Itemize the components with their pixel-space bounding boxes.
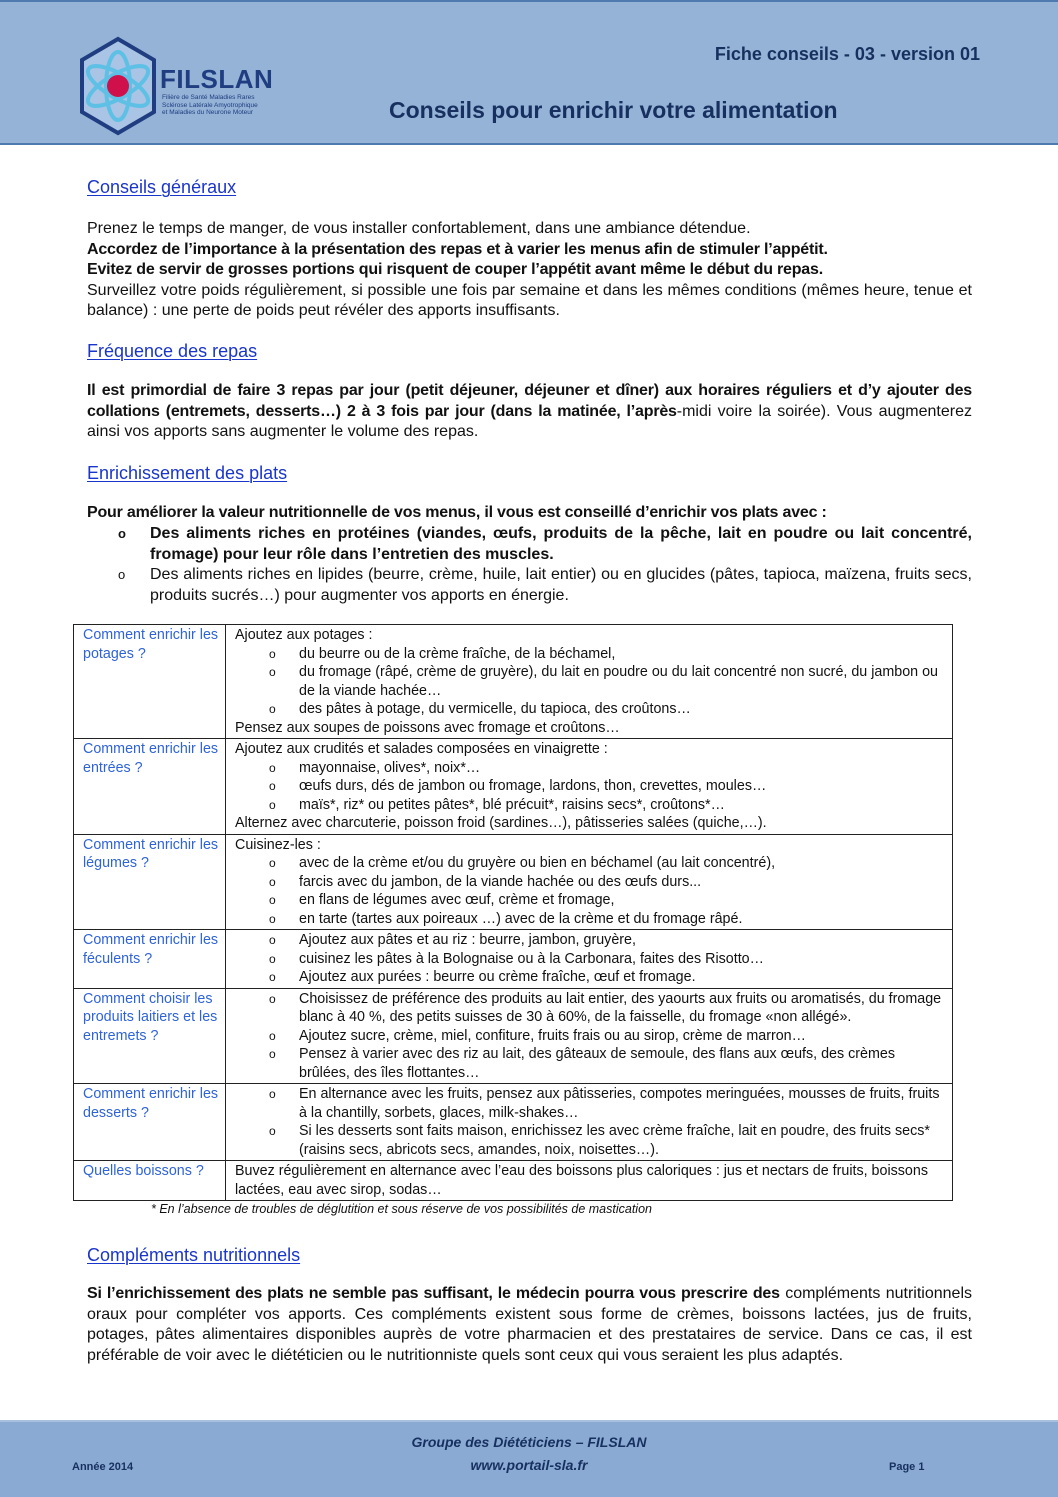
table-answer bbox=[226, 739, 953, 835]
bullet-circle-icon: o bbox=[269, 797, 276, 812]
table-question: Comment enrichir les légumes ? bbox=[74, 834, 226, 930]
general-line: Surveillez votre poids régulièrement, si possible une fois par semaine et dans les mêmes conditions (mêmes heure, tenue et balance) : une perte de poids peut révéler des apports insuffisants. bbox=[87, 281, 972, 319]
list-item bbox=[235, 663, 948, 700]
table-question: Comment enrichir les féculents ? bbox=[74, 930, 226, 989]
bullet-circle-icon: o bbox=[269, 702, 276, 716]
logo-name: FILSLAN bbox=[160, 64, 274, 94]
general-paragraph bbox=[87, 219, 972, 322]
list-item-text: Ajoutez sucre, crème, miel, confiture, fruits frais ou au sirop, crème de marron… bbox=[299, 1027, 806, 1044]
list-item bbox=[235, 777, 948, 796]
list-item bbox=[235, 910, 948, 929]
bullet-circle-icon: o bbox=[269, 911, 276, 926]
bullet-circle-icon: o bbox=[269, 1124, 276, 1138]
list-item-text: maïs*, riz* ou petites pâtes*, blé précuit*, raisins secs*, croûtons*… bbox=[299, 796, 725, 813]
page-footer bbox=[0, 1420, 1058, 1497]
list-item bbox=[235, 931, 948, 950]
list-item-text: des pâtes à potage, du vermicelle, du tapioca, des croûtons… bbox=[299, 701, 691, 717]
bullet-circle-icon: o bbox=[269, 951, 276, 966]
bullet-circle-icon: o bbox=[269, 933, 276, 947]
bullet-circle-icon: o bbox=[269, 1028, 276, 1043]
logo-subtitle-line: Filière de Santé Maladies Rares bbox=[162, 94, 255, 101]
logo-subtitle-line: et Maladies du Neurone Moteur bbox=[162, 109, 254, 116]
bullet-circle-icon: o bbox=[118, 567, 126, 582]
list-item bbox=[87, 565, 972, 606]
list-item-text: Si les desserts sont faits maison, enrichissez les avec crème fraîche, lait en poudre, des fruits secs* (raisins secs, abricots secs, amandes, noix, noisettes…). bbox=[299, 1123, 930, 1158]
section-title-frequence: Fréquence des repas bbox=[87, 341, 258, 361]
bullet-circle-icon: o bbox=[269, 1087, 276, 1101]
list-item bbox=[235, 950, 948, 969]
general-line: Accordez de l’importance à la présentation des repas et à varier les menus afin de stimuler l’appétit. bbox=[87, 240, 828, 258]
footer-page-number: Page 1 bbox=[889, 1461, 925, 1473]
section-title-enrichissement: Enrichissement des plats bbox=[87, 463, 288, 483]
frequence-text-bold: Il est primordial de faire 3 repas par jour (petit déjeuner, déjeuner et dîner) aux horaires réguliers et d’y ajouter des collations (entremets, desserts…) 2 à 3 fois par jour (dans la matinée, l’après bbox=[87, 382, 972, 420]
list-item bbox=[235, 968, 948, 987]
table-footnote: * En l’absence de troubles de déglutition et sous réserve de vos possibilités de mastication bbox=[151, 1202, 652, 1216]
answer-outro: Pensez aux soupes de poissons avec fromage et croûtons… bbox=[235, 719, 620, 736]
general-line: Prenez le temps de manger, de vous installer confortablement, dans une ambiance détendue. bbox=[87, 220, 751, 237]
list-item-text: du beurre ou de la crème fraîche, de la béchamel, bbox=[299, 645, 616, 662]
list-item-text: farcis avec du jambon, de la viande hachée ou des œufs durs... bbox=[299, 873, 702, 890]
table-question: Quelles boissons ? bbox=[74, 1161, 226, 1201]
bullet-circle-icon: o bbox=[118, 526, 126, 541]
list-item bbox=[235, 759, 948, 778]
list-item-text: en flans de légumes avec œuf, crème et fromage, bbox=[299, 892, 615, 908]
bullet-circle-icon: o bbox=[269, 760, 276, 775]
atom-hexagon-logo-icon bbox=[78, 36, 158, 136]
table-row bbox=[74, 1161, 953, 1201]
table-answer bbox=[226, 930, 953, 989]
table-answer bbox=[226, 988, 953, 1084]
enrichment-tips-table bbox=[73, 624, 953, 1201]
list-item bbox=[235, 700, 948, 719]
list-item bbox=[235, 854, 948, 873]
section-title-complements: Compléments nutritionnels bbox=[87, 1245, 301, 1265]
list-item-text: avec de la crème et/ou du gruyère ou bien en béchamel (au lait concentré), bbox=[299, 855, 776, 871]
list-item bbox=[87, 524, 972, 565]
list-item-text: En alternance avec les fruits, pensez aux pâtisseries, compotes meringuées, mousses de fruits, fruits à la chantilly, sorbets, glaces, milk-shakes… bbox=[299, 1086, 940, 1121]
enrichissement-list bbox=[87, 524, 972, 606]
list-item bbox=[235, 1085, 948, 1122]
table-question: Comment enrichir les entrées ? bbox=[74, 739, 226, 835]
answer-intro: Ajoutez aux potages : bbox=[235, 627, 373, 643]
list-item-text: Des aliments riches en protéines (viandes, œufs, produits de la pêche, lait en poudre ou lait concentré, fromage) pour leur rôle dans l’entretien des muscles. bbox=[150, 525, 972, 563]
bullet-circle-icon: o bbox=[269, 893, 276, 907]
bullet-circle-icon: o bbox=[269, 779, 276, 793]
table-row bbox=[74, 1084, 953, 1161]
document-title: Conseils pour enrichir votre alimentation bbox=[389, 97, 838, 123]
enrichissement-intro-text: Pour améliorer la valeur nutritionnelle de vos menus, il vous est conseillé d’enrichir vos plats avec : bbox=[87, 504, 827, 521]
table-answer bbox=[226, 625, 953, 739]
logo-subtitle bbox=[162, 94, 292, 117]
table-row bbox=[74, 739, 953, 835]
list-item bbox=[235, 873, 948, 892]
table-row bbox=[74, 988, 953, 1084]
table-question: Comment choisir les produits laitiers et les entremets ? bbox=[74, 988, 226, 1084]
bullet-circle-icon: o bbox=[269, 991, 276, 1006]
list-item-text: Choisissez de préférence des produits au lait entier, des yaourts aux fruits ou aromatisés, du fromage blanc à 40 %, des petits suisses de 30 à 60%, de la faisselle, du fromage «non allégé». bbox=[299, 990, 942, 1025]
bullet-circle-icon: o bbox=[269, 665, 276, 679]
section-title-general: Conseils généraux bbox=[87, 177, 237, 197]
list-item bbox=[235, 1045, 948, 1082]
table-question: Comment enrichir les potages ? bbox=[74, 625, 226, 739]
table-row bbox=[74, 930, 953, 989]
bullet-circle-icon: o bbox=[269, 1047, 276, 1061]
answer-intro: Cuisinez-les : bbox=[235, 836, 321, 853]
list-item-text: Des aliments riches en lipides (beurre, crème, huile, lait entier) ou en glucides (pâtes, tapioca, maïzena, fruits secs, produits sucrés…) pour augmenter vos apports en énergie. bbox=[150, 566, 972, 604]
page-header bbox=[0, 0, 1058, 145]
list-item-text: du fromage (râpé, crème de gruyère), du lait en poudre ou du lait concentré non sucré, du jambon ou de la viande hachée… bbox=[299, 664, 938, 699]
table-row bbox=[74, 625, 953, 739]
list-item bbox=[235, 645, 948, 664]
list-item bbox=[235, 1122, 948, 1159]
fiche-label: Fiche conseils - 03 - version 01 bbox=[714, 44, 980, 64]
list-item-text: mayonnaise, olives*, noix*… bbox=[299, 759, 481, 776]
list-item-text: en tarte (tartes aux poireaux …) avec de la crème et du fromage râpé. bbox=[299, 910, 743, 927]
footer-url-link[interactable]: www.portail-sla.fr bbox=[470, 1457, 588, 1473]
complements-text-bold: Si l’enrichissement des plats ne semble pas suffisant, le médecin pourra vous prescrire des bbox=[87, 1285, 780, 1302]
complements-text: compléments nutritionnels oraux pour compléter vos apports. Ces compléments existent sous forme de crèmes, boissons lactées, jus de fruits, potages, pâtes alimentaires disponibles auprès de votre pharmacien et des prestataires de service. Dans ce cas, il est préférable de voir avec le diététicien ou le nutritionniste quels sont ceux qui vous seraient les plus adaptés. bbox=[87, 1285, 973, 1364]
filslan-logo bbox=[78, 36, 278, 136]
bullet-circle-icon: o bbox=[269, 856, 276, 870]
footer-year: Année 2014 bbox=[72, 1461, 134, 1473]
list-item bbox=[235, 796, 948, 815]
list-item-text: œufs durs, dés de jambon ou fromage, lardons, thon, crevettes, moules… bbox=[299, 778, 767, 794]
bullet-circle-icon: o bbox=[269, 646, 276, 661]
table-answer: Buvez régulièrement en alternance avec l’eau des boissons plus caloriques : jus et nectars de fruits, boissons lactées, eau avec sirop, sodas… bbox=[226, 1161, 953, 1201]
list-item-text: cuisinez les pâtes à la Bolognaise ou à la Carbonara, faites des Risotto… bbox=[299, 950, 764, 967]
logo-subtitle-line: Sclérose Latérale Amyotrophique bbox=[162, 101, 258, 109]
table-answer bbox=[226, 1084, 953, 1161]
table-question: Comment enrichir les desserts ? bbox=[74, 1084, 226, 1161]
complements-paragraph bbox=[87, 1284, 972, 1366]
enrichissement-intro bbox=[87, 503, 972, 524]
list-item bbox=[235, 891, 948, 910]
bullet-circle-icon: o bbox=[269, 970, 276, 984]
table-row bbox=[74, 834, 953, 930]
footer-group: Groupe des Diététiciens – FILSLAN bbox=[411, 1434, 647, 1450]
bullet-circle-icon: o bbox=[269, 874, 276, 889]
list-item-text: Pensez à varier avec des riz au lait, des gâteaux de semoule, des flans aux œufs, des crèmes brûlées, des îles flottantes… bbox=[299, 1046, 896, 1081]
table-answer bbox=[226, 834, 953, 930]
frequence-text: -midi voire la soirée). Vous augmenterez ainsi vos apports sans augmenter le volume des repas. bbox=[87, 402, 972, 440]
list-item bbox=[235, 990, 948, 1027]
list-item-text: Ajoutez aux purées : beurre ou crème fraîche, œuf et fromage. bbox=[299, 969, 696, 985]
answer-outro: Alternez avec charcuterie, poisson froid (sardines…), pâtisseries salées (quiche,…). bbox=[235, 815, 767, 831]
answer-intro: Ajoutez aux crudités et salades composées en vinaigrette : bbox=[235, 741, 608, 757]
general-line: Evitez de servir de grosses portions qui risquent de couper l’appétit avant même le début du repas. bbox=[87, 261, 823, 278]
list-item-text: Ajoutez aux pâtes et au riz : beurre, jambon, gruyère, bbox=[299, 932, 636, 948]
list-item bbox=[235, 1027, 948, 1046]
frequence-paragraph bbox=[87, 381, 972, 443]
